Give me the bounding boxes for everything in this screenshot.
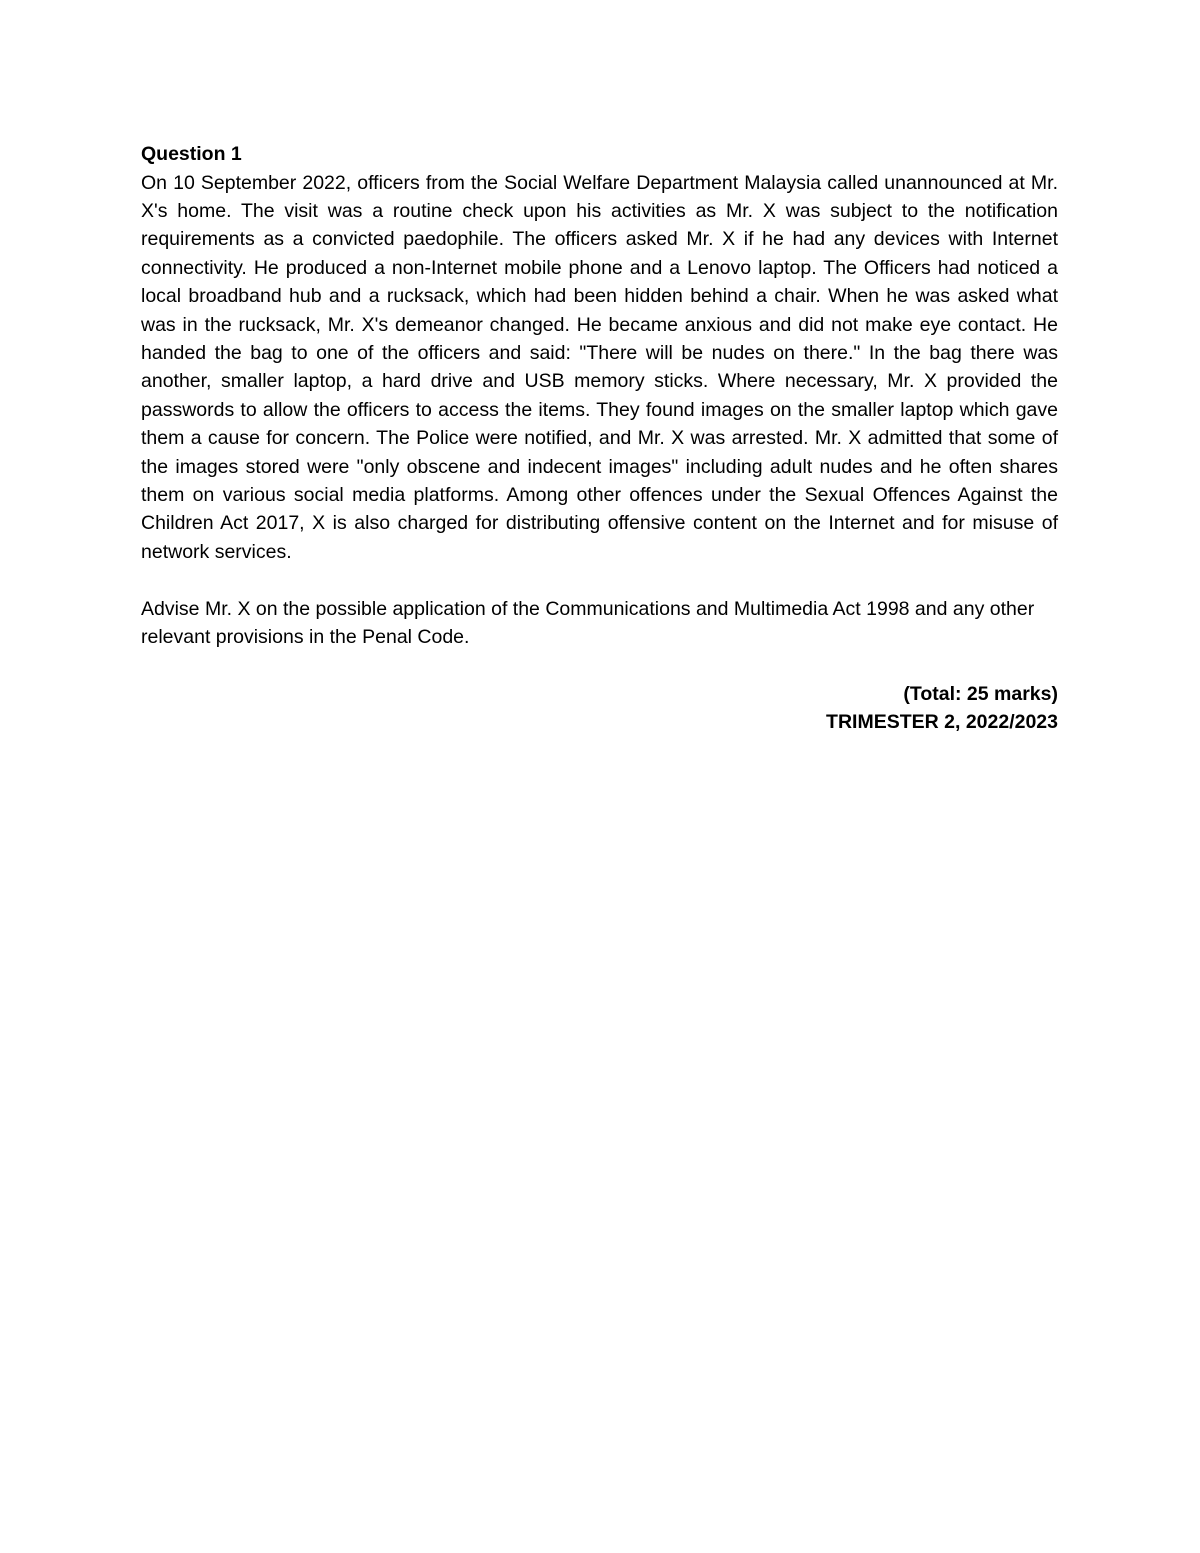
scenario-paragraph: On 10 September 2022, officers from the Social Welfare Department Malaysia called unannounced at Mr. X's home. The visit was a routine check upon his activities as Mr. X was subject to the notification requirements as a convicted paedophile. The officers asked Mr. X if he had any devices with Internet connectivity. He produced a non-Internet mobile phone and a Lenovo laptop. The Officers had noticed a local broadband hub and a rucksack, which had been hidden behind a chair. When he was asked what was in the rucksack, Mr. X's demeanor changed. He became anxious and did not make eye contact. He handed the bag to one of the officers and said: "There will be nudes on there." In the bag there was another, smaller laptop, a hard drive and USB memory sticks. Where necessary, Mr. X provided the passwords to allow the officers to access the items. They found images on the smaller laptop which gave them a cause for concern. The Police were notified, and Mr. X was arrested. Mr. X admitted that some of the images stored were "only obscene and indecent images" including adult nudes and he often shares them on various social media platforms. Among other offences under the Sexual Offences Against the Children Act 2017, X is also charged for distributing offensive content on the Internet and for misuse of network services. — [141, 171, 1058, 563]
document-page — [141, 140, 1058, 737]
paragraph-spacer — [141, 566, 1058, 594]
trimester-label: TRIMESTER 2, 2022/2023 — [826, 711, 1058, 734]
paragraph-spacer — [141, 651, 1058, 679]
question-heading: Question 1 — [141, 143, 242, 165]
instruction-paragraph: Advise Mr. X on the possible application of the Communications and Multimedia Act 1998 and any other relevant provisions in the Penal Code. — [141, 597, 1035, 648]
total-marks: (Total: 25 marks) — [903, 682, 1058, 705]
